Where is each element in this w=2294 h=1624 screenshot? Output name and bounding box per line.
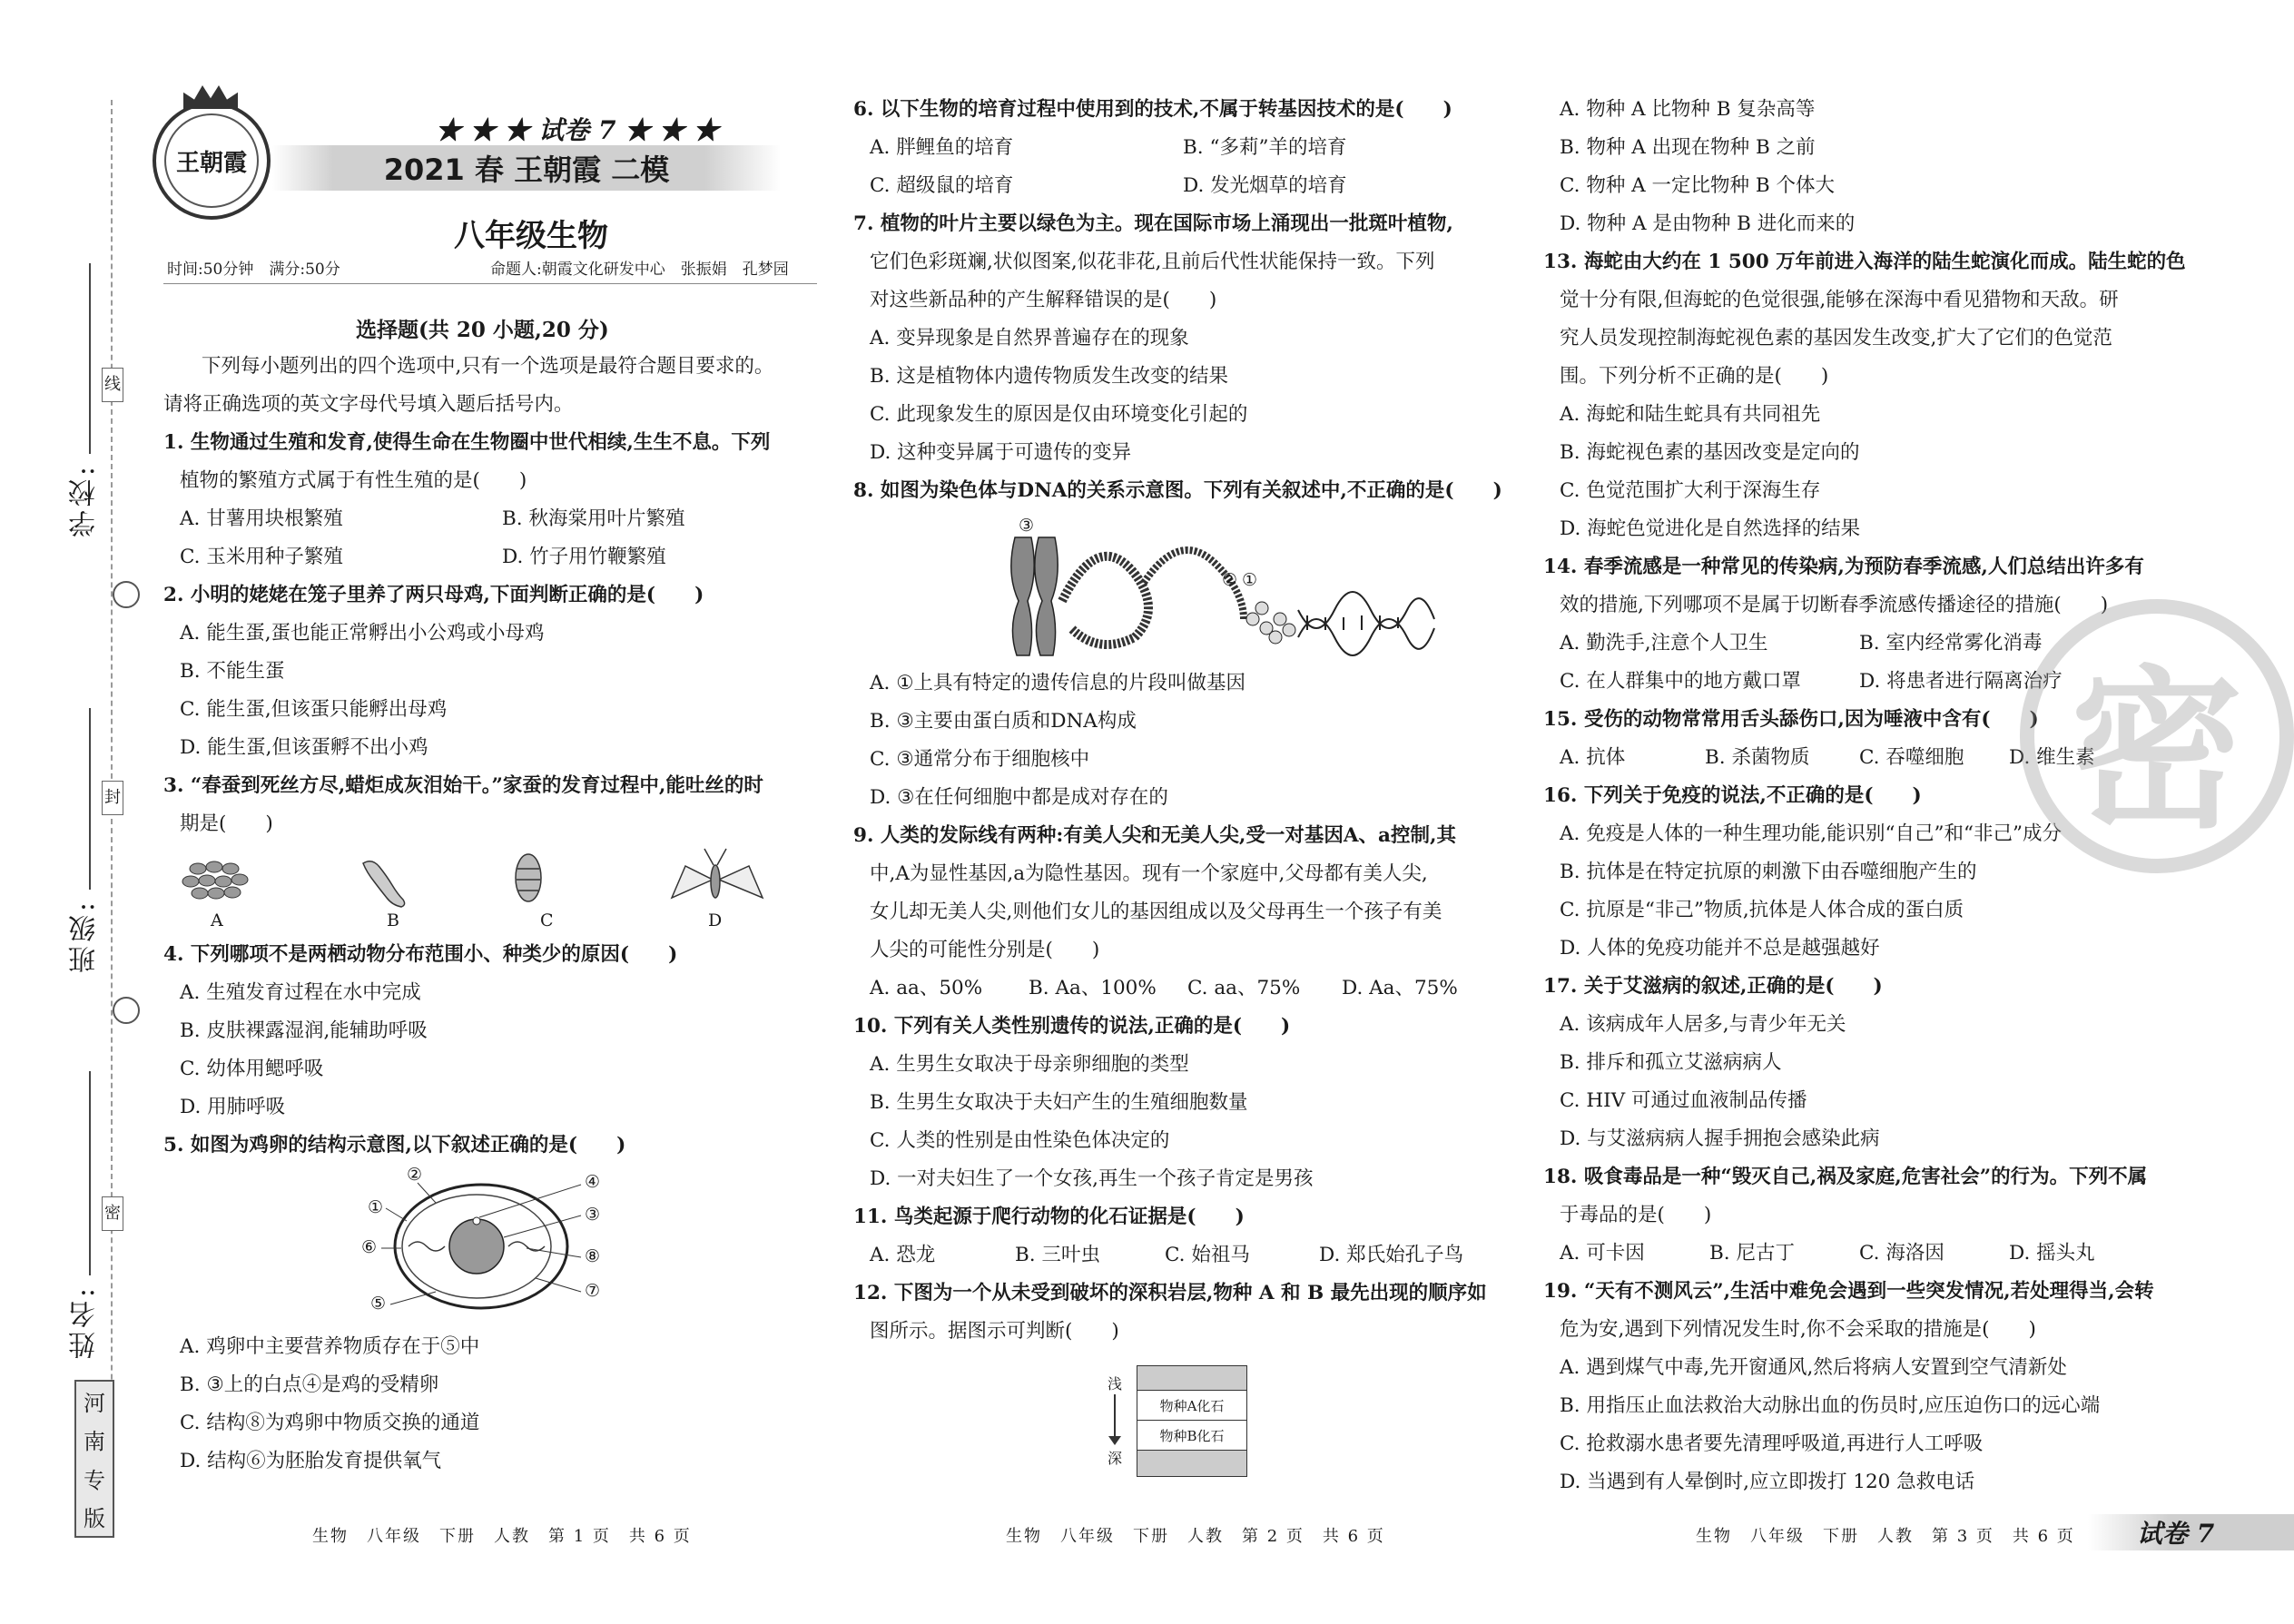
seal-mark-secret: 密 xyxy=(102,1196,123,1231)
subject-title: 八年级生物 xyxy=(454,218,608,254)
deep-label: 深 xyxy=(1108,1450,1123,1467)
footer-page-2: 生物 八年级 下册 人教 第 2 页 共 6 页 xyxy=(1006,1527,1385,1546)
chromosome-figure xyxy=(853,510,1507,664)
egg-figure xyxy=(163,1165,817,1328)
q12-option-c[interactable]: C. 物种 A 一定比物种 B 个体大 xyxy=(1560,174,1836,197)
q15-option-d[interactable]: D. 维生素 xyxy=(2009,746,2095,769)
stage-c-label: C xyxy=(540,910,554,930)
q13-option-d[interactable]: D. 海蛇色觉进化是自然选择的结果 xyxy=(1560,517,1861,540)
seal-mark-line: 线 xyxy=(102,368,123,402)
q14-stem-2: 效的措施,下列哪项不是属于切断春季流感传播途径的措施( ) xyxy=(1560,594,2109,616)
q13-stem-4: 围。下列分析不正确的是( ) xyxy=(1560,365,1829,388)
footer-tag-text: 试卷 7 xyxy=(2137,1519,2215,1549)
question-19 xyxy=(1543,1273,2206,1501)
question-2 xyxy=(163,576,817,767)
q7-stem-1: 7. 植物的叶片主要以绿色为主。现在国际市场上涌现出一批斑叶植物, xyxy=(853,212,1453,235)
q7-option-d[interactable]: D. 这种变异属于可遗传的变异 xyxy=(870,441,1132,464)
q7-option-c[interactable]: C. 此现象发生的原因是仅由环境变化引起的 xyxy=(870,403,1248,426)
time-info: 时间:50分钟 满分:50分 xyxy=(167,261,340,279)
q16-option-d[interactable]: D. 人体的免疫功能并不总是越强越好 xyxy=(1560,937,1880,960)
q17-option-d[interactable]: D. 与艾滋病病人握手拥抱会感染此病 xyxy=(1560,1127,1880,1150)
region-char: 河 xyxy=(84,1390,105,1416)
q1-option-d[interactable]: D. 竹子用竹鞭繁殖 xyxy=(502,546,666,568)
q12-option-b[interactable]: B. 物种 A 出现在物种 B 之前 xyxy=(1560,136,1816,159)
seal-circle-1 xyxy=(113,581,140,608)
q17-option-a[interactable]: A. 该病成年人居多,与青少年无关 xyxy=(1560,1013,1846,1036)
chromosome-label-3: ③ xyxy=(1019,516,1035,536)
q1-option-a[interactable]: A. 甘薯用块根繁殖 xyxy=(180,507,343,530)
column-1 xyxy=(163,424,817,1481)
binding-sidebar xyxy=(0,0,121,1624)
stage-d-label: D xyxy=(708,910,723,930)
q10-option-b[interactable]: B. 生男生女取决于夫妇产生的生殖细胞数量 xyxy=(870,1091,1248,1114)
q6-option-a[interactable]: A. 胖鲤鱼的培育 xyxy=(870,136,1014,159)
brand-logo xyxy=(153,102,271,220)
q9-stem-4: 人尖的可能性分别是( ) xyxy=(870,939,1100,961)
footer-tag xyxy=(2088,1514,2294,1550)
section-instructions-2: 请将正确选项的英文字母代号填入题后括号内。 xyxy=(163,393,574,416)
q9-option-b[interactable]: B. Aa、100% xyxy=(1029,977,1157,999)
q13-option-a[interactable]: A. 海蛇和陆生蛇具有共同祖先 xyxy=(1560,403,1821,426)
stage-b-label: B xyxy=(387,910,399,930)
question-17 xyxy=(1543,968,2206,1158)
q17-option-c[interactable]: C. HIV 可通过血液制品传播 xyxy=(1560,1089,1807,1112)
q8-option-d[interactable]: D. ③在任何细胞中都是成对存在的 xyxy=(870,786,1168,809)
layer-species-a: 物种A化石 xyxy=(1137,1391,1246,1421)
q2-option-d[interactable]: D. 能生蛋,但该蛋孵不出小鸡 xyxy=(180,736,428,759)
q14-stem-1: 14. 春季流感是一种常见的传染病,为预防春季流感,人们总结出许多有 xyxy=(1543,556,2144,578)
q1-stem-2: 植物的繁殖方式属于有性生殖的是( ) xyxy=(180,469,527,492)
question-8 xyxy=(853,472,1507,510)
q8-stem-1: 8. 如图为染色体与DNA的关系示意图。下列有关叙述中,不正确的是( ) xyxy=(853,479,1502,502)
top-layer xyxy=(1137,1366,1246,1391)
q1-option-b[interactable]: B. 秋海棠用叶片繁殖 xyxy=(502,507,685,530)
question-5-options xyxy=(163,1328,817,1481)
q5-stem-1: 5. 如图为鸡卵的结构示意图,以下叙述正确的是( ) xyxy=(163,1134,626,1156)
seal-mark-seal: 封 xyxy=(102,781,123,815)
question-6 xyxy=(853,91,1507,205)
question-10 xyxy=(853,1008,1507,1198)
question-13 xyxy=(1543,243,2206,548)
exam-title: 2021 春 王朝霞 二模 xyxy=(383,153,670,187)
q2-option-a[interactable]: A. 能生蛋,蛋也能正常孵出小公鸡或小母鸡 xyxy=(180,622,545,645)
q6-stem-1: 6. 以下生物的培育过程中使用到的技术,不属于转基因技术的是( ) xyxy=(853,98,1452,121)
q13-option-b[interactable]: B. 海蛇视色素的基因改变是定向的 xyxy=(1560,441,1860,464)
q18-option-c[interactable]: C. 海洛因 xyxy=(1859,1242,1944,1265)
q4-option-d[interactable]: D. 用肺呼吸 xyxy=(180,1096,286,1118)
q4-option-c[interactable]: C. 幼体用鳃呼吸 xyxy=(180,1058,324,1080)
q16-stem-1: 16. 下列关于免疫的说法,不正确的是( ) xyxy=(1543,784,1922,807)
school-label: 学校: xyxy=(69,463,101,538)
rock-layers xyxy=(1137,1365,1247,1477)
shallow-label: 浅 xyxy=(1108,1375,1123,1393)
watermark-char: 密 xyxy=(2070,648,2243,851)
q19-option-a[interactable]: A. 遇到煤气中毒,先开窗通风,然后将病人安置到空气清新处 xyxy=(1560,1356,2067,1379)
q12-option-a[interactable]: A. 物种 A 比物种 B 复杂高等 xyxy=(1560,98,1816,121)
q9-option-a[interactable]: A. aa、50% xyxy=(870,977,983,999)
q7-option-b[interactable]: B. 这是植物体内遗传物质发生改变的结果 xyxy=(870,365,1228,388)
nucleosome-icon xyxy=(1246,602,1295,644)
q3-stem-2: 期是( ) xyxy=(180,812,273,835)
q16-option-a[interactable]: A. 免疫是人体的一种生理功能,能识别“自己”和“非己”成分 xyxy=(1560,822,2062,845)
question-5 xyxy=(163,1127,817,1165)
question-1 xyxy=(163,424,817,576)
q8-option-a[interactable]: A. ①上具有特定的遗传信息的片段叫做基因 xyxy=(870,672,1245,694)
q10-option-c[interactable]: C. 人类的性别是由性染色体决定的 xyxy=(870,1129,1170,1152)
paper-number: ★ ★ ★ 试卷 7 ★ ★ ★ xyxy=(436,115,719,145)
question-12 xyxy=(853,1275,1507,1351)
pupa-icon xyxy=(516,854,541,901)
q14-option-b[interactable]: B. 室内经常雾化消毒 xyxy=(1859,632,2043,655)
egg-label-7: ⑦ xyxy=(585,1281,601,1301)
q19-option-b[interactable]: B. 用指压止血法救治大动脉出血的伤员时,应压迫伤口的远心端 xyxy=(1560,1394,2101,1417)
q15-stem-1: 15. 受伤的动物常常用舌头舔伤口,因为唾液中含有( ) xyxy=(1543,708,2039,731)
q2-option-b[interactable]: B. 不能生蛋 xyxy=(180,660,285,683)
bottom-layer xyxy=(1137,1451,1246,1476)
question-12-options xyxy=(1543,91,2206,243)
q19-stem-1: 19. “天有不测风云”,生活中难免会遇到一些突发情况,若处理得当,会转 xyxy=(1543,1280,2154,1303)
class-label: 班级: xyxy=(69,899,101,974)
question-11 xyxy=(853,1198,1507,1275)
q4-option-a[interactable]: A. 生殖发育过程在水中完成 xyxy=(180,981,421,1004)
q7-option-a[interactable]: A. 变异现象是自然界普遍存在的现象 xyxy=(870,327,1189,349)
q13-stem-2: 觉十分有限,但海蛇的色觉很强,能够在深海中看见猎物和天敌。研 xyxy=(1560,289,2119,311)
chromosome-label-1: ① xyxy=(1242,570,1258,590)
q18-option-b[interactable]: B. 尼古丁 xyxy=(1709,1242,1795,1265)
q7-stem-2: 它们色彩斑斓,状似图案,似花非花,且前后代性状能保持一致。下列 xyxy=(870,251,1435,273)
egg-label-1: ① xyxy=(368,1197,384,1217)
authors: 命题人:朝霞文化研发中心 张振娟 孔梦园 xyxy=(490,261,789,279)
egg-label-4: ④ xyxy=(585,1172,601,1192)
question-9 xyxy=(853,817,1507,1008)
stage-a-label: A xyxy=(211,910,223,930)
q9-stem-1: 9. 人类的发际线有两种:有美人尖和无美人尖,受一对基因A、a控制,其 xyxy=(853,824,1456,847)
footer-page-1: 生物 八年级 下册 人教 第 1 页 共 6 页 xyxy=(312,1527,692,1546)
q6-option-c[interactable]: C. 超级鼠的培育 xyxy=(870,174,1014,197)
q1-option-c[interactable]: C. 玉米用种子繁殖 xyxy=(180,546,343,568)
q18-option-d[interactable]: D. 摇头丸 xyxy=(2009,1242,2095,1265)
region-char: 专 xyxy=(84,1467,105,1493)
header-divider xyxy=(163,283,817,284)
q17-option-b[interactable]: B. 排斥和孤立艾滋病病人 xyxy=(1560,1051,1782,1074)
q9-option-c[interactable]: C. aa、75% xyxy=(1187,977,1301,999)
larva-icon xyxy=(363,861,405,907)
eggs-icon xyxy=(182,861,248,899)
footer-page-3: 生物 八年级 下册 人教 第 3 页 共 6 页 xyxy=(1696,1527,2075,1546)
q14-option-a[interactable]: A. 勤洗手,注意个人卫生 xyxy=(1560,632,1768,655)
q11-option-b[interactable]: B. 三叶虫 xyxy=(1015,1244,1100,1266)
egg-label-6: ⑥ xyxy=(361,1237,378,1257)
egg-structure-image xyxy=(163,1165,817,1328)
section-instructions-1: 下列每小题列出的四个选项中,只有一个选项是最符合题目要求的。 xyxy=(202,355,774,378)
q19-stem-2: 危为安,遇到下列情况发生时,你不会采取的措施是( ) xyxy=(1560,1318,2036,1341)
question-3 xyxy=(163,767,817,843)
q10-option-a[interactable]: A. 生男生女取决于母亲卵细胞的类型 xyxy=(870,1053,1189,1076)
q4-option-b[interactable]: B. 皮肤裸露湿润,能辅助呼吸 xyxy=(180,1019,428,1042)
q11-option-d[interactable]: D. 郑氏始孔子鸟 xyxy=(1319,1244,1464,1266)
arrow-head-icon xyxy=(1108,1436,1121,1445)
q2-option-c[interactable]: C. 能生蛋,但该蛋只能孵出母鸡 xyxy=(180,698,448,721)
q19-option-c[interactable]: C. 抢救溺水患者要先清理呼吸道,再进行人工呼吸 xyxy=(1560,1432,1984,1455)
silkworm-figure xyxy=(163,843,817,936)
class-fill-line xyxy=(89,708,91,890)
name-fill-line xyxy=(89,1071,91,1275)
egg-label-2: ② xyxy=(407,1165,423,1185)
q10-option-d[interactable]: D. 一对夫妇生了一个女孩,再生一个孩子肯定是男孩 xyxy=(870,1167,1314,1190)
chromosome-icon xyxy=(1011,537,1058,655)
question-8-options xyxy=(853,664,1507,817)
q5-option-b[interactable]: B. ③上的白点④是鸡的受精卵 xyxy=(180,1373,439,1396)
q6-option-b[interactable]: B. “多莉”羊的培育 xyxy=(1183,136,1347,159)
q12-stem-2: 图所示。据图示可判断( ) xyxy=(870,1320,1119,1343)
crown-icon xyxy=(183,85,238,109)
section-title: 选择题(共 20 小题,20 分) xyxy=(356,318,609,342)
q18-stem-1: 18. 吸食毒品是一种“毁灭自己,祸及家庭,危害社会”的行为。下列不属 xyxy=(1543,1166,2148,1188)
q19-option-d[interactable]: D. 当遇到有人晕倒时,应立即拨打 120 急救电话 xyxy=(1560,1471,1975,1493)
q3-stem-1: 3. “春蚕到死丝方尽,蜡炬成灰泪始干。”家蚕的发育过程中,能吐丝的时 xyxy=(163,774,763,797)
q11-option-a[interactable]: A. 恐龙 xyxy=(870,1244,936,1266)
q12-stem-1: 12. 下图为一个从未受到破坏的深积岩层,物种 A 和 B 最先出现的顺序如 xyxy=(853,1282,1487,1304)
egg-label-3: ③ xyxy=(585,1205,601,1225)
q14-option-c[interactable]: C. 在人群集中的地方戴口罩 xyxy=(1560,670,1801,693)
depth-arrow xyxy=(1114,1394,1116,1440)
q5-option-a[interactable]: A. 鸡卵中主要营养物质存在于⑤中 xyxy=(180,1335,480,1358)
region-badge xyxy=(74,1380,114,1538)
q1-stem-1: 1. 生物通过生殖和发育,使得生命在生物圈中世代相续,生生不息。下列 xyxy=(163,431,771,454)
school-fill-line xyxy=(89,263,91,454)
seal-circle-2 xyxy=(113,997,140,1024)
q17-stem-1: 17. 关于艾滋病的叙述,正确的是( ) xyxy=(1543,975,1883,998)
secret-watermark xyxy=(2020,599,2294,873)
q11-stem-1: 11. 鸟类起源于爬行动物的化石证据是( ) xyxy=(853,1206,1245,1228)
question-18 xyxy=(1543,1158,2206,1273)
q13-stem-3: 究人员发现控制海蛇视色素的基因发生改变,扩大了它们的色觉范 xyxy=(1560,327,2112,349)
q8-option-c[interactable]: C. ③通常分布于细胞核中 xyxy=(870,748,1090,771)
q13-option-c[interactable]: C. 色觉范围扩大利于深海生存 xyxy=(1560,479,1821,502)
moth-icon xyxy=(672,849,763,898)
q14-option-d[interactable]: D. 将患者进行隔离治疗 xyxy=(1859,670,2063,693)
q4-stem-1: 4. 下列哪项不是两栖动物分布范围小、种类少的原因( ) xyxy=(163,943,678,966)
q8-option-b[interactable]: B. ③主要由蛋白质和DNA构成 xyxy=(870,710,1137,733)
question-4 xyxy=(163,936,817,1127)
layer-species-b: 物种B化石 xyxy=(1137,1421,1246,1451)
q9-option-d[interactable]: D. Aa、75% xyxy=(1342,977,1458,999)
egg-label-8: ⑧ xyxy=(585,1246,601,1266)
q7-stem-3: 对这些新品种的产生解释错误的是( ) xyxy=(870,289,1217,311)
q11-option-c[interactable]: C. 始祖马 xyxy=(1165,1244,1250,1266)
q15-option-a[interactable]: A. 抗体 xyxy=(1560,746,1626,769)
q5-option-d[interactable]: D. 结构⑥为胚胎发育提供氧气 xyxy=(180,1450,442,1472)
dna-helix-icon xyxy=(1298,592,1434,655)
q2-stem-1: 2. 小明的姥姥在笼子里养了两只母鸡,下面判断正确的是( ) xyxy=(163,584,704,606)
q15-option-b[interactable]: B. 杀菌物质 xyxy=(1705,746,1810,769)
name-label: 姓名: xyxy=(69,1284,101,1360)
q9-stem-3: 女儿却无美人尖,则他们女儿的基因组成以及父母再生一个孩子有美 xyxy=(870,901,1442,923)
chromosome-dna-image xyxy=(853,510,1507,664)
q12-option-d[interactable]: D. 物种 A 是由物种 B 进化而来的 xyxy=(1560,212,1856,235)
egg-label-5: ⑤ xyxy=(370,1294,387,1314)
region-char: 南 xyxy=(84,1429,105,1455)
q18-stem-2: 于毒品的是( ) xyxy=(1560,1204,1712,1226)
chromosome-label-2: ② xyxy=(1222,570,1238,590)
q15-option-c[interactable]: C. 吞噬细胞 xyxy=(1859,746,1964,769)
q10-stem-1: 10. 下列有关人类性别遗传的说法,正确的是( ) xyxy=(853,1015,1291,1038)
q13-stem-1: 13. 海蛇由大约在 1 500 万年前进入海洋的陆生蛇演化而成。陆生蛇的色 xyxy=(1543,251,2186,273)
region-char: 版 xyxy=(84,1506,105,1532)
q5-option-c[interactable]: C. 结构⑧为鸡卵中物质交换的通道 xyxy=(180,1412,480,1434)
logo-text: 王朝霞 xyxy=(175,149,247,177)
q6-option-d[interactable]: D. 发光烟草的培育 xyxy=(1183,174,1347,197)
q16-option-c[interactable]: C. 抗原是“非己”物质,抗体是人体合成的蛋白质 xyxy=(1560,899,1964,921)
q18-option-a[interactable]: A. 可卡因 xyxy=(1560,1242,1645,1265)
q9-stem-2: 中,A为显性基因,a为隐性基因。现有一个家庭中,父母都有美人尖, xyxy=(870,862,1428,885)
question-7 xyxy=(853,205,1507,472)
column-2 xyxy=(853,91,1507,1478)
q16-option-b[interactable]: B. 抗体是在特定抗原的刺激下由吞噬细胞产生的 xyxy=(1560,861,1977,883)
rock-layer-figure xyxy=(853,1351,1507,1478)
title-banner xyxy=(272,145,781,191)
